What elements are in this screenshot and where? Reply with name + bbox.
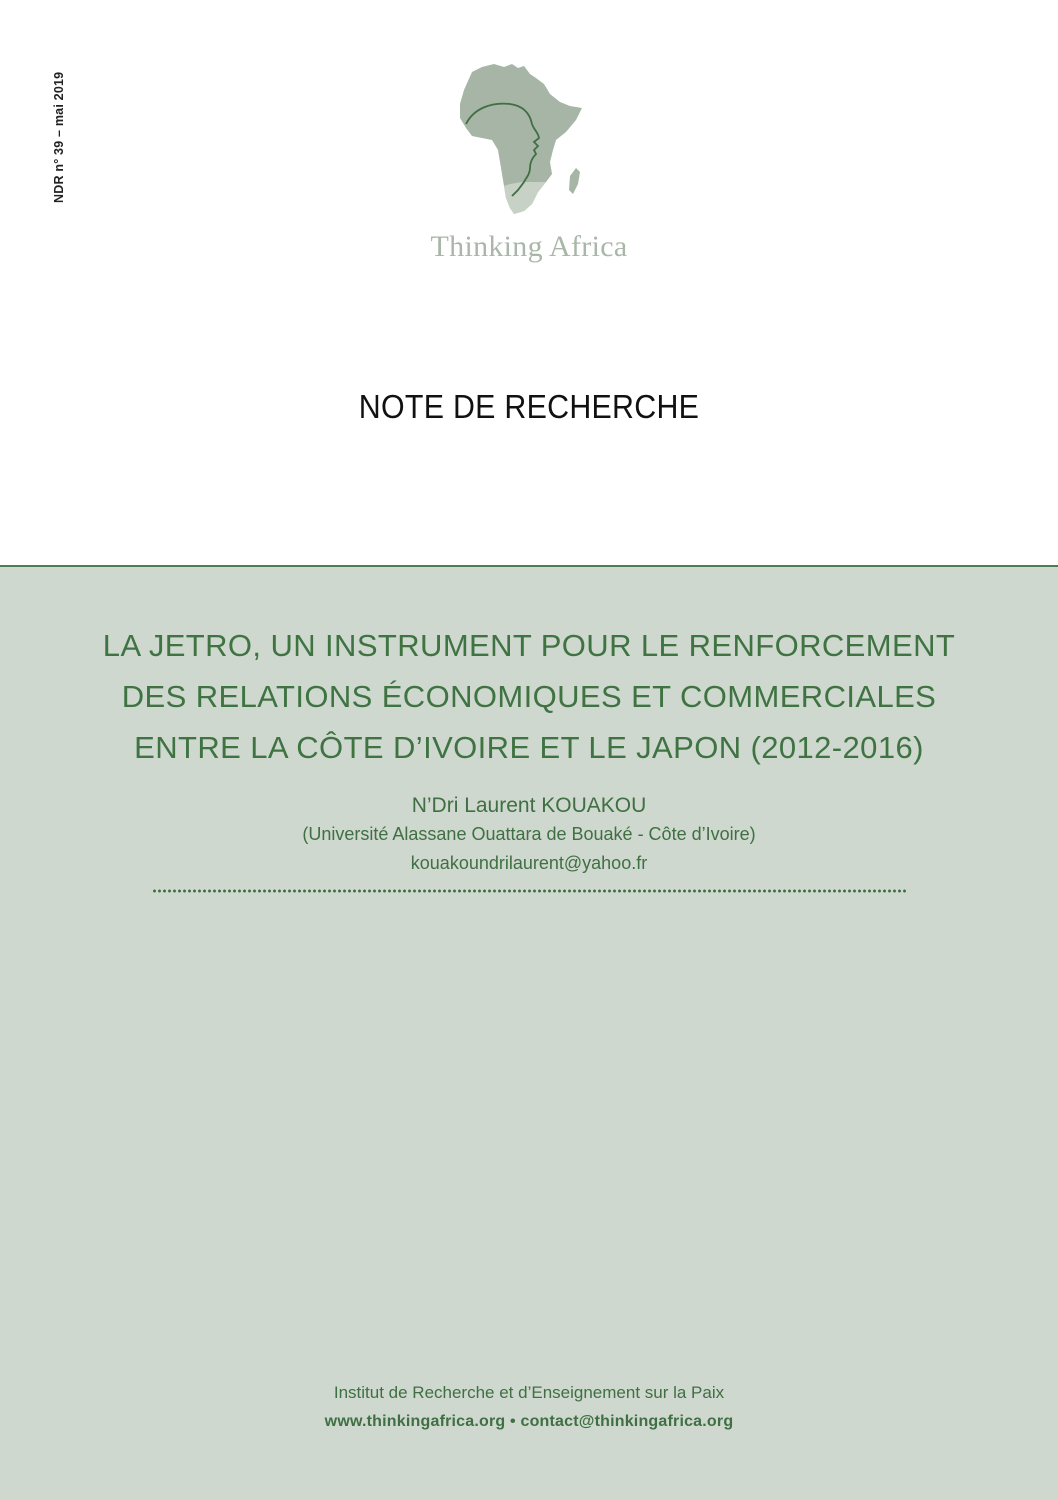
institute-name: Institut de Recherche et d’Enseignement sur la Paix	[333, 1383, 725, 1402]
africa-map-icon	[452, 58, 592, 218]
logo	[0, 58, 1058, 273]
document-title	[60, 620, 998, 773]
author-name: N’Dri Laurent KOUAKOU	[411, 794, 647, 817]
side-reference: NDR n° 39 – mai 2019	[52, 71, 66, 203]
author-email[interactable]: kouakoundrilaurent@yahoo.fr	[410, 853, 648, 873]
title-line: DES RELATIONS ÉCONOMIQUES ET COMMERCIALES	[121, 679, 937, 714]
dotted-divider	[152, 889, 906, 893]
title-panel	[0, 565, 1058, 1499]
document-type: NOTE DE RECHERCHE	[358, 388, 700, 425]
title-line: ENTRE LA CÔTE D’IVOIRE ET LE JAPON (2012-2016)	[134, 730, 924, 765]
author-affiliation: (Université Alassane Ouattara de Bouaké - Côte d’Ivoire)	[302, 824, 756, 844]
title-line: LA JETRO, UN INSTRUMENT POUR LE RENFORCEMENT	[102, 628, 956, 663]
website-contact[interactable]: www.thinkingafrica.org • contact@thinkingafrica.org	[324, 1413, 734, 1430]
logo-text: Thinking Africa	[430, 230, 628, 263]
